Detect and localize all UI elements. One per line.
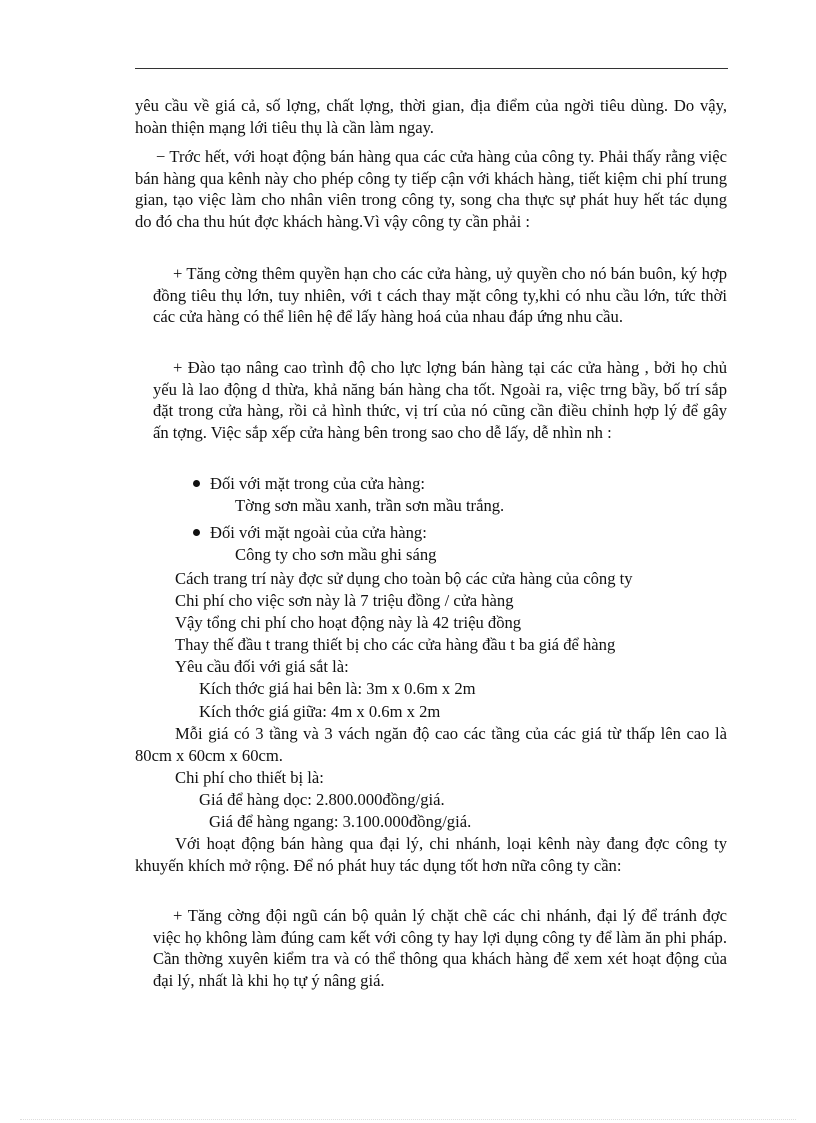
paragraph-shelf-layers: Mỗi giá có 3 tầng và 3 vách ngăn độ cao các tầng của các giá từ thấp lên cao là 80cm x 60cm x 60cm. [135, 724, 727, 765]
bullet-detail-interior: Tờng sơn mầu xanh, trần sơn mầu trắng. [235, 496, 505, 515]
line-paint-cost: Chi phí cho việc sơn này là 7 triệu đồng / cửa hàng [175, 591, 514, 610]
line-side-shelf-size: Kích thớc giá hai bên là: 3m x 0.6m x 2m [199, 679, 476, 698]
page-bottom-edge [20, 1119, 796, 1120]
line-equipment: Thay thế đầu t trang thiết bị cho các cửa hàng đầu t ba giá để hàng [175, 635, 616, 654]
bullet-detail-exterior: Công ty cho sơn mầu ghi sáng [235, 545, 437, 564]
bullet-title: Đối với mặt trong của cửa hàng: [210, 474, 425, 493]
bullet-dot-icon [193, 529, 200, 536]
paragraph-retail-stores: − Trớc hết, với hoạt động bán hàng qua các cửa hàng của công ty. Phải thấy rằng việc bán hàng qua kênh này cho phép công ty tiếp cận với khách hàng, tiết kiệm chi phí trung gian, tạo việc làm cho nhân viên trong công ty, song cha thực sự phát huy hết tác dụng do đó cha thu hút đợc khách hàng.Vì vậy công ty cần phải : [135, 147, 727, 231]
line-total-cost: Vậy tổng chi phí cho hoạt động này là 42 triệu đồng [175, 613, 522, 632]
paragraph-intro: yêu cầu về giá cả, số lợng, chất lợng, thời gian, địa điểm của ngời tiêu dùng. Do vậy, hoàn thiện mạng lới tiêu thụ là cần làm ngay. [135, 96, 727, 137]
line-shelf-requirements: Yêu cầu đối với giá sắt là: [175, 657, 349, 676]
header-rule [135, 68, 728, 69]
bullet-dot-icon [193, 480, 200, 487]
line-decoration-usage: Cách trang trí này đợc sử dụng cho toàn bộ các cửa hàng của công ty [175, 569, 633, 588]
paragraph-training: + Đào tạo nâng cao trình độ cho lực lợng bán hàng tại các cửa hàng , bởi họ chủ yếu là lao động d thừa, khả năng bán hàng cha tốt. Ngoài ra, việc trng bầy, bố trí sắp đặt trong cửa hàng, rồi cả hình thức, vị trí của nó cũng cần điều chỉnh hợp lý để gây ấn tợng. Việc sắp xếp cửa hàng bên trong sao cho dễ lấy, dễ nhìn nh : [153, 358, 727, 442]
paragraph-agents: Với hoạt động bán hàng qua đại lý, chi nhánh, loại kênh này đang đợc công ty khuyến khích mở rộng. Để nó phát huy tác dụng tốt hơn nữa công ty cần: [135, 834, 727, 875]
bullet-item-exterior [193, 522, 427, 544]
bullet-title: Đối với mặt ngoài của cửa hàng: [210, 523, 427, 542]
line-horizontal-shelf-price: Giá để hàng ngang: 3.100.000đồng/giá. [209, 812, 472, 831]
line-middle-shelf-size: Kích thớc giá giữa: 4m x 0.6m x 2m [199, 702, 441, 721]
paragraph-management: + Tăng cờng đội ngũ cán bộ quản lý chặt chẽ các chi nhánh, đại lý để tránh đợc việc họ không làm đúng cam kết với công ty hay lợi dụng công ty để làm ăn phi pháp. Cần thờng xuyên kiểm tra và có thể thông qua khách hàng để xem xét hoạt động của đại lý, nhất là khi họ tự ý nâng giá. [153, 906, 727, 990]
line-vertical-shelf-price: Giá để hàng dọc: 2.800.000đồng/giá. [199, 790, 445, 809]
bullet-item-interior [193, 473, 425, 495]
line-equipment-cost: Chi phí cho thiết bị là: [175, 768, 324, 787]
paragraph-authority: + Tăng cờng thêm quyền hạn cho các cửa hàng, uỷ quyền cho nó bán buôn, ký hợp đồng tiêu thụ lớn, tuy nhiên, với t cách thay mặt công ty,khi có nhu cầu lớn, tức thời các cửa hàng có thể liên hệ để lấy hàng hoá của nhau đáp ứng nhu cầu. [153, 264, 727, 327]
